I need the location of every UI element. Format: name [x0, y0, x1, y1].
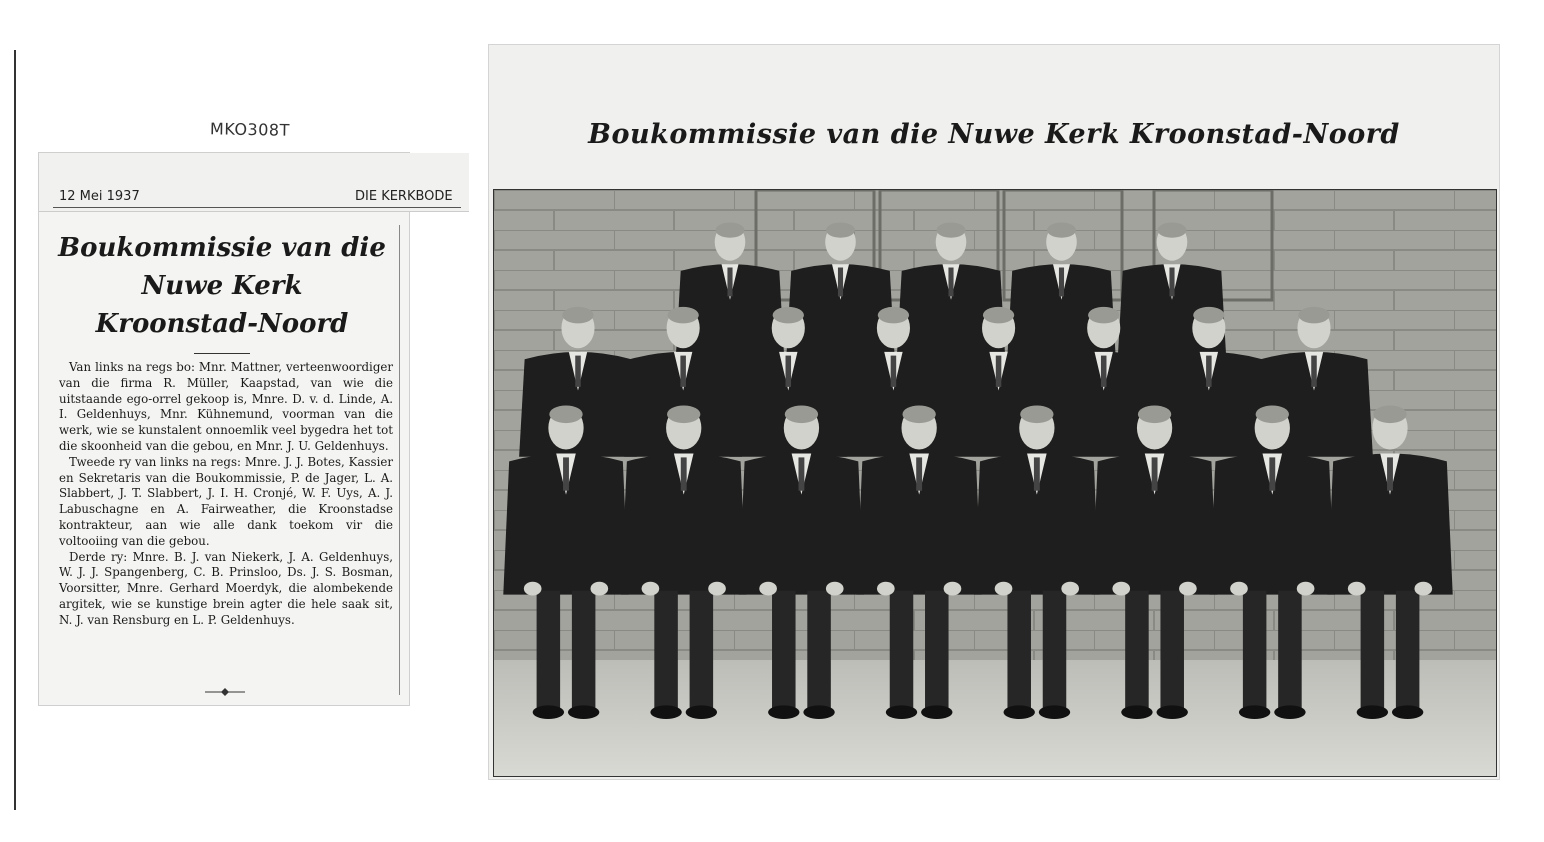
photo-title: Boukommissie van die Nuwe Kerk Kroonstad-Noord	[588, 119, 1400, 150]
caption-paragraph: Derde ry: Mnre. B. J. van Niekerk, J. A. Geldenhuys, W. J. J. Spangenberg, C. B. Prinsloo, Ds. J. S. Bosman, Voorsitter, Mnre. Gerhard Moerdyk, die alombekende argitek, wie se kunstige brein agter die hele saak sit, N. J. van Rensburg en L. P. Geldenhuys.	[59, 549, 393, 627]
title-divider	[194, 353, 250, 354]
caption-paragraph: Van links na regs bo: Mnr. Mattner, verteenwoordiger van die firma R. Müller, Kaapstad, van wie die uitstaande ego-orrel gekoop is, Mnre. D. v. d. Linde, A. I. Geldenhuys, Mnr. Kühnemund, voorman van die werk, wie se kunstalent onnoemlik veel bygedra het tot die skoonheid van die gebou, en Mnr. J. U. Geldenhuys.	[59, 360, 393, 453]
left-clipping	[38, 152, 453, 706]
accession-mark: MKO308T	[209, 119, 290, 140]
group-photograph	[493, 189, 1497, 777]
masthead-newspaper: DIE KERKBODE	[355, 189, 453, 204]
article-title-line: Kroonstad-Noord	[95, 309, 349, 339]
masthead-rule	[53, 207, 461, 208]
right-clipping	[488, 44, 1500, 780]
masthead	[39, 153, 469, 212]
group-photo-image	[494, 190, 1496, 776]
article-body	[45, 225, 400, 695]
article-title	[45, 229, 399, 343]
end-ornament-icon	[205, 687, 245, 697]
article-title-line: Nuwe Kerk	[141, 271, 303, 301]
ground	[494, 660, 1496, 776]
scan-edge	[14, 50, 16, 810]
caption-paragraph: Tweede ry van links na regs: Mnre. J. J. Botes, Kassier en Sekretaris van die Boukommissie, P. de Jager, L. A. Slabbert, J. T. Slabbert, J. I. H. Cronjé, W. F. Uys, A. J. Labuschagne en A. Fairweather, die Kroonstadse kontrakteur, aan wie alle dank toekom vir die voltooiing van die gebou.	[59, 454, 393, 548]
masthead-date: 12 Mei 1937	[59, 189, 140, 204]
article-title-line: Boukommissie van die	[58, 233, 386, 263]
